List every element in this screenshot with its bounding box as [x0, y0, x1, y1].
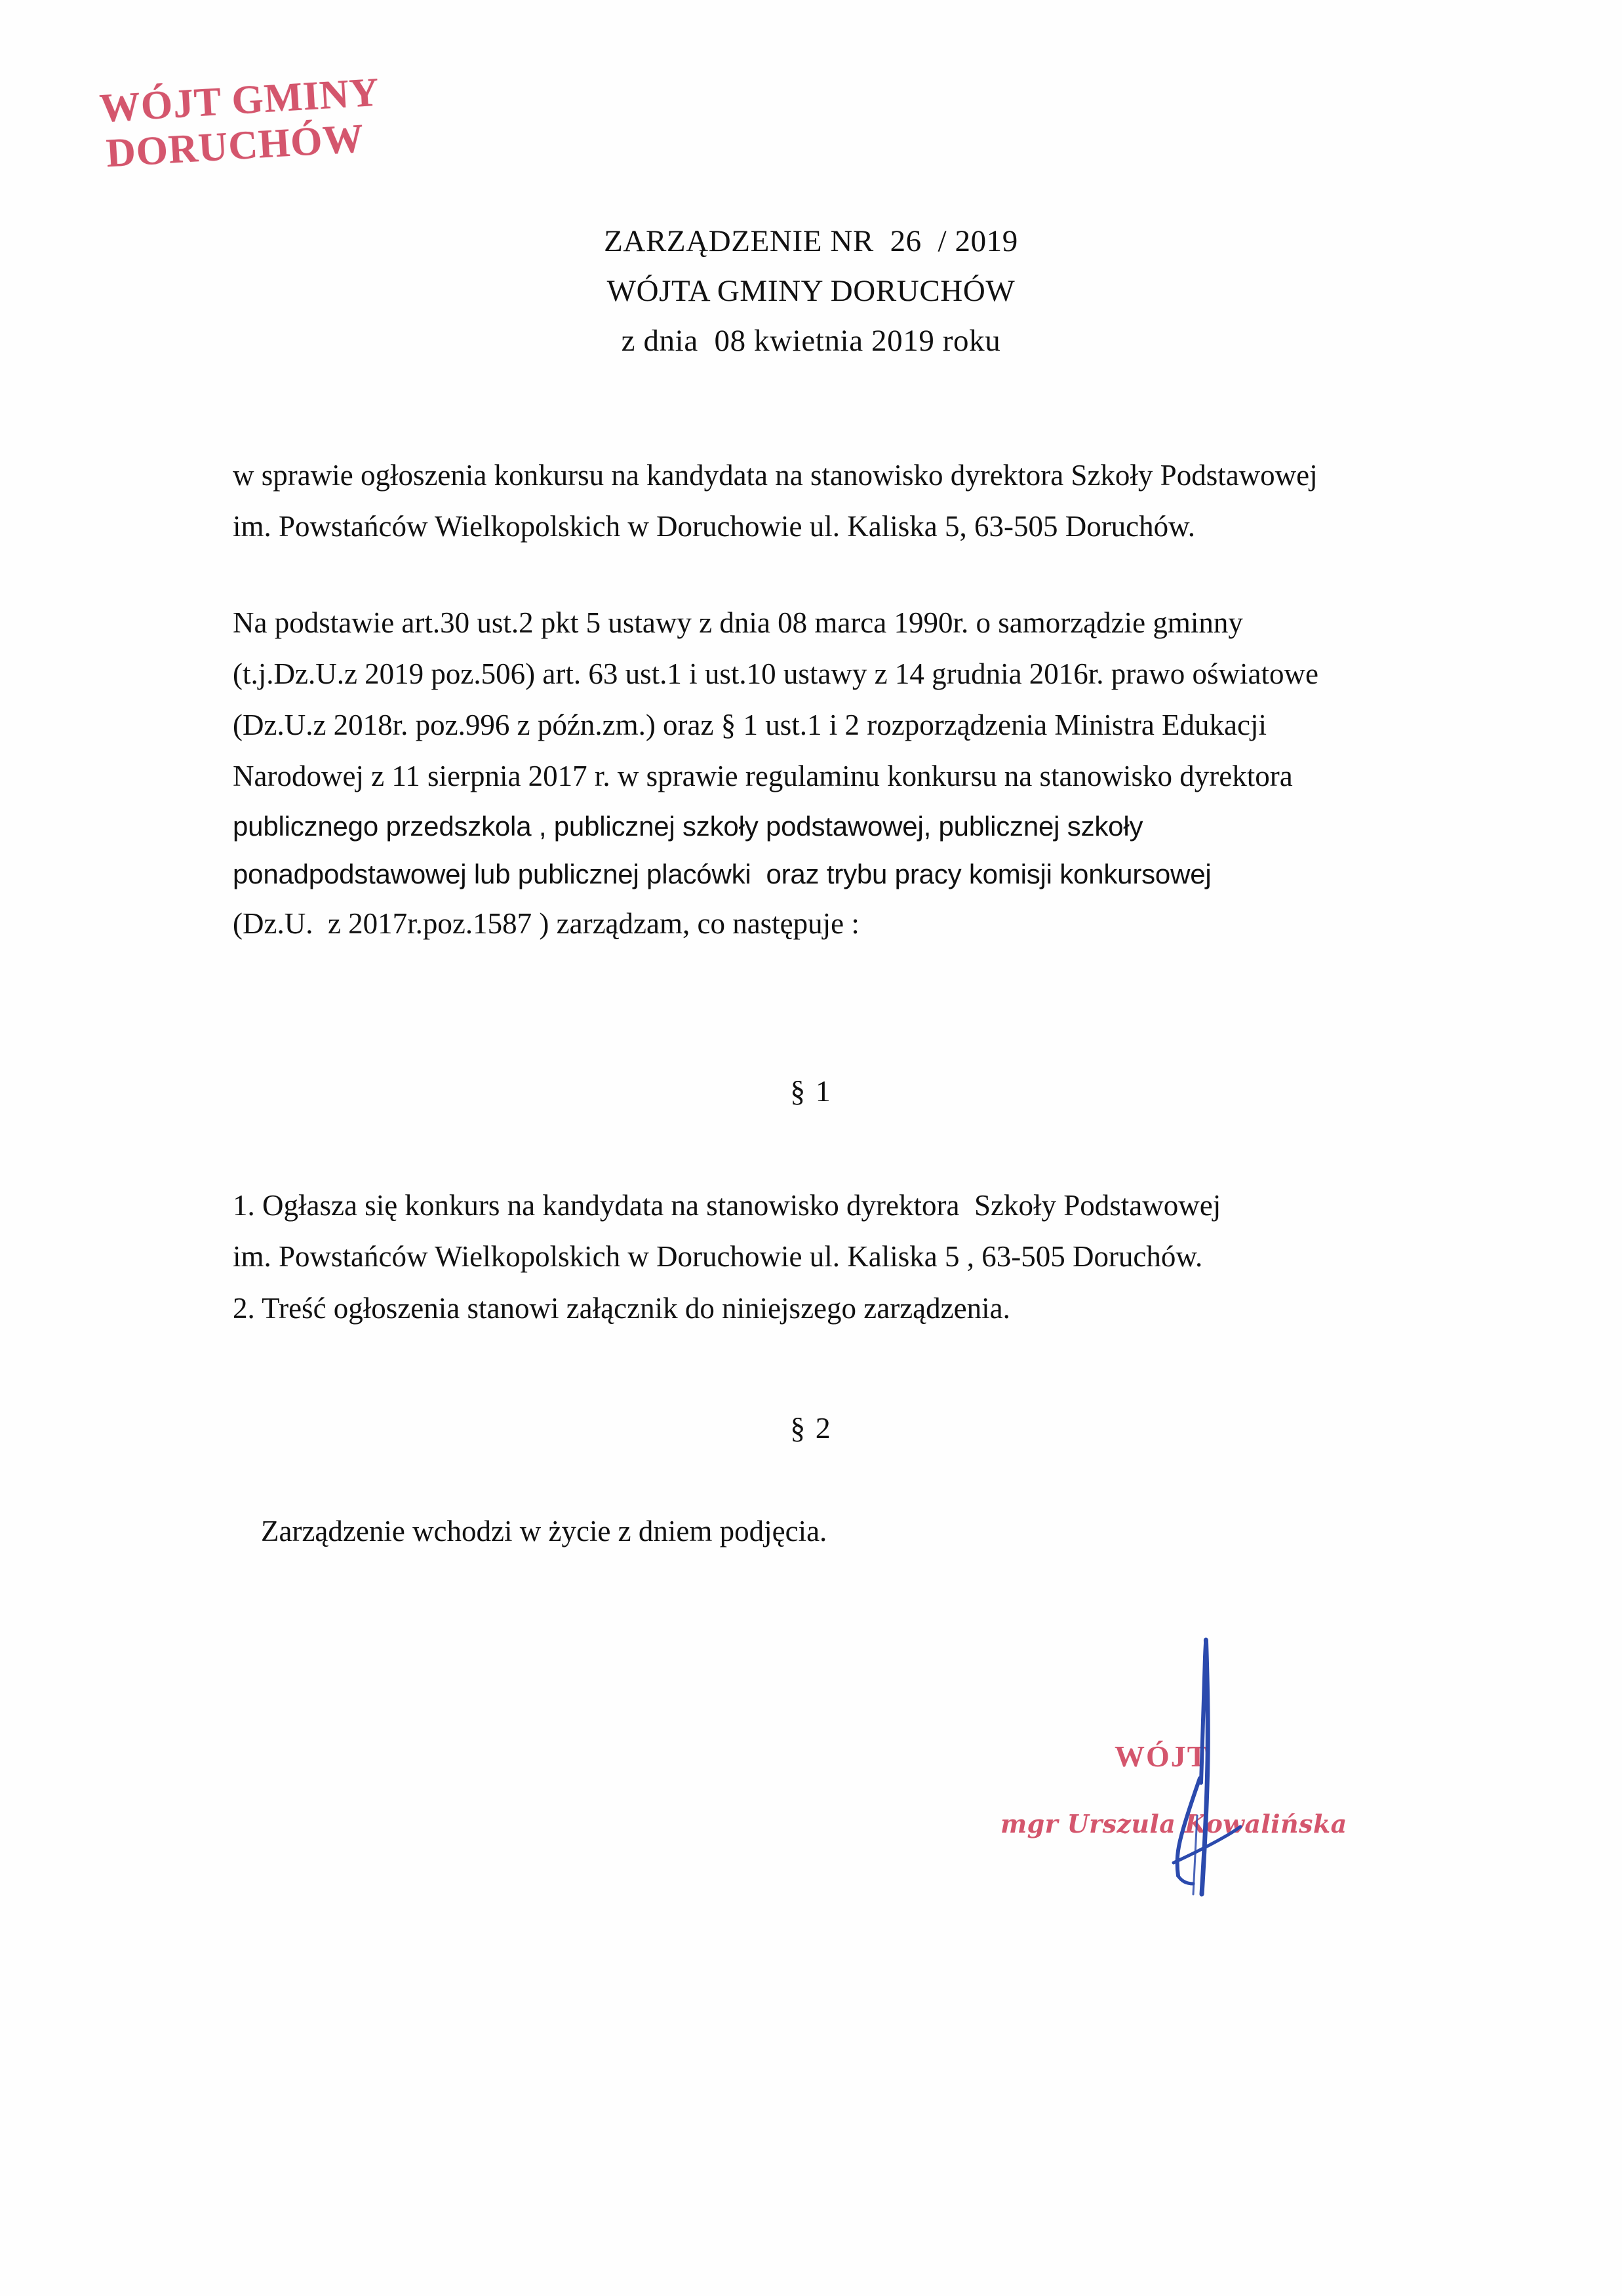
legal-basis-line-7: (Dz.U. z 2017r.poz.1587 ) zarządzam, co następuje :: [233, 906, 860, 940]
legal-basis-paragraph: [233, 597, 1446, 950]
section-1-item-2: 2. Treść ogłoszenia stanowi załącznik do niniejszego zarządzenia.: [233, 1291, 1010, 1325]
legal-basis-line-1: Na podstawie art.30 ust.2 pkt 5 ustawy z dnia 08 marca 1990r. o samorządzie gminny: [233, 606, 1243, 639]
title-ordinance-number: ZARZĄDZENIE NR 26 / 2019: [604, 224, 1018, 258]
legal-basis-line-3: (Dz.U.z 2018r. poz.996 z późn.zm.) oraz § 1 ust.1 i 2 rozporządzenia Ministra Edukacji: [233, 709, 1267, 742]
subject-line-1: w sprawie ogłoszenia konkursu na kandydata na stanowisko dyrektora Szkoły Podstawowej: [233, 459, 1318, 492]
section-1-item-1-line-1: 1. Ogłasza się konkurs na kandydata na stanowisko dyrektora Szkoły Podstawowej: [233, 1189, 1221, 1222]
legal-basis-line-4: Narodowej z 11 sierpnia 2017 r. w sprawie regulaminu konkursu na stanowisko dyrektora: [233, 760, 1293, 793]
section-1-items: [233, 1180, 1446, 1334]
subject-line-2: im. Powstańców Wielkopolskich w Doruchowie ul. Kaliska 5, 63-505 Doruchów.: [233, 510, 1195, 543]
document-body: [233, 450, 1446, 949]
subject-paragraph: [233, 450, 1446, 553]
office-stamp-line2: DORUCHÓW: [105, 116, 366, 176]
office-stamp-line1: WÓJT GMINY: [98, 69, 381, 131]
title-date: z dnia 08 kwietnia 2019 roku: [621, 324, 1001, 359]
section-2-text: Zarządzenie wchodzi w życie z dniem podjęcia.: [261, 1515, 827, 1547]
document-title-block: [0, 216, 1622, 366]
signature-stamp-title: WÓJT: [1115, 1740, 1209, 1773]
title-issuing-authority: WÓJTA GMINY DORUCHÓW: [606, 274, 1016, 309]
legal-basis-line-6: ponadpodstawowej lub publicznej placówki oraz trybu pracy komisji konkursowej: [233, 858, 1212, 889]
signature-block: [970, 1619, 1429, 1901]
section-1-item-1-line-2: im. Powstańców Wielkopolskich w Doruchowie ul. Kaliska 5 , 63-505 Doruchów.: [233, 1240, 1203, 1274]
section-marker-1: § 1: [790, 1074, 832, 1108]
section-marker-2: § 2: [790, 1411, 832, 1445]
office-stamp-header: [98, 70, 384, 178]
legal-basis-line-5: publicznego przedszkola , publicznej szkoły podstawowej, publicznej szkoły: [233, 810, 1143, 842]
legal-basis-line-2: (t.j.Dz.U.z 2019 poz.506) art. 63 ust.1 i ust.10 ustawy z 14 grudnia 2016r. prawo oświatowe: [233, 657, 1318, 690]
signature-stamp-name: mgr Urszula Kowalińska: [1000, 1809, 1347, 1839]
